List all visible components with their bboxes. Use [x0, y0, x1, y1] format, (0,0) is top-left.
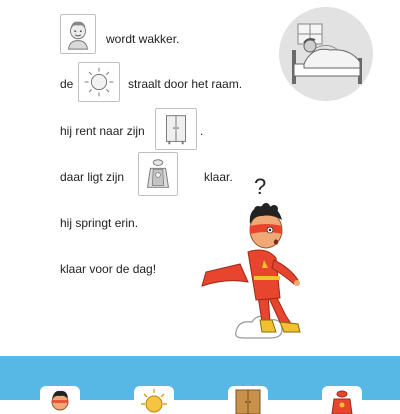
wardrobe-icon	[156, 109, 196, 149]
superhero-suit-icon	[139, 153, 177, 195]
story-line-3-before: hij rent naar zijn	[60, 124, 145, 138]
sun-icon	[134, 386, 174, 414]
boy-sleeping-in-bed-illustration	[278, 6, 374, 102]
hero-illustration	[200, 172, 328, 352]
bedroom-illustration	[278, 6, 374, 102]
boy-face-icon	[61, 15, 95, 53]
wardrobe-icon	[228, 386, 268, 414]
answer-tile-suit[interactable]	[322, 386, 362, 414]
story-line-4-before: daar ligt zijn	[60, 170, 125, 184]
story-line-5-text: hij springt erin.	[60, 216, 139, 230]
story-line-6-text: klaar voor de dag!	[60, 262, 157, 276]
thought-question-mark: ?	[254, 174, 267, 199]
story-line-3-after: .	[200, 124, 204, 138]
answer-tile-wardrobe[interactable]	[228, 386, 268, 414]
sun-icon	[79, 63, 119, 101]
superhero-suit-icon	[322, 386, 362, 414]
picture-box-boy[interactable]	[60, 14, 96, 54]
picture-box-sun[interactable]	[78, 62, 120, 102]
story-line-2-after: straalt door het raam.	[128, 77, 243, 91]
picture-box-suit[interactable]	[138, 152, 178, 196]
superhero-boy-running-illustration	[200, 172, 328, 352]
story-line-2-before: de	[60, 77, 74, 91]
answer-tile-boy[interactable]	[40, 386, 80, 414]
boy-face-icon	[40, 386, 80, 414]
story-line-1-text: wordt wakker.	[106, 32, 180, 46]
story-line-4-after: klaar.	[204, 170, 233, 184]
answer-tile-sun[interactable]	[134, 386, 174, 414]
picture-box-wardrobe[interactable]	[155, 108, 197, 150]
